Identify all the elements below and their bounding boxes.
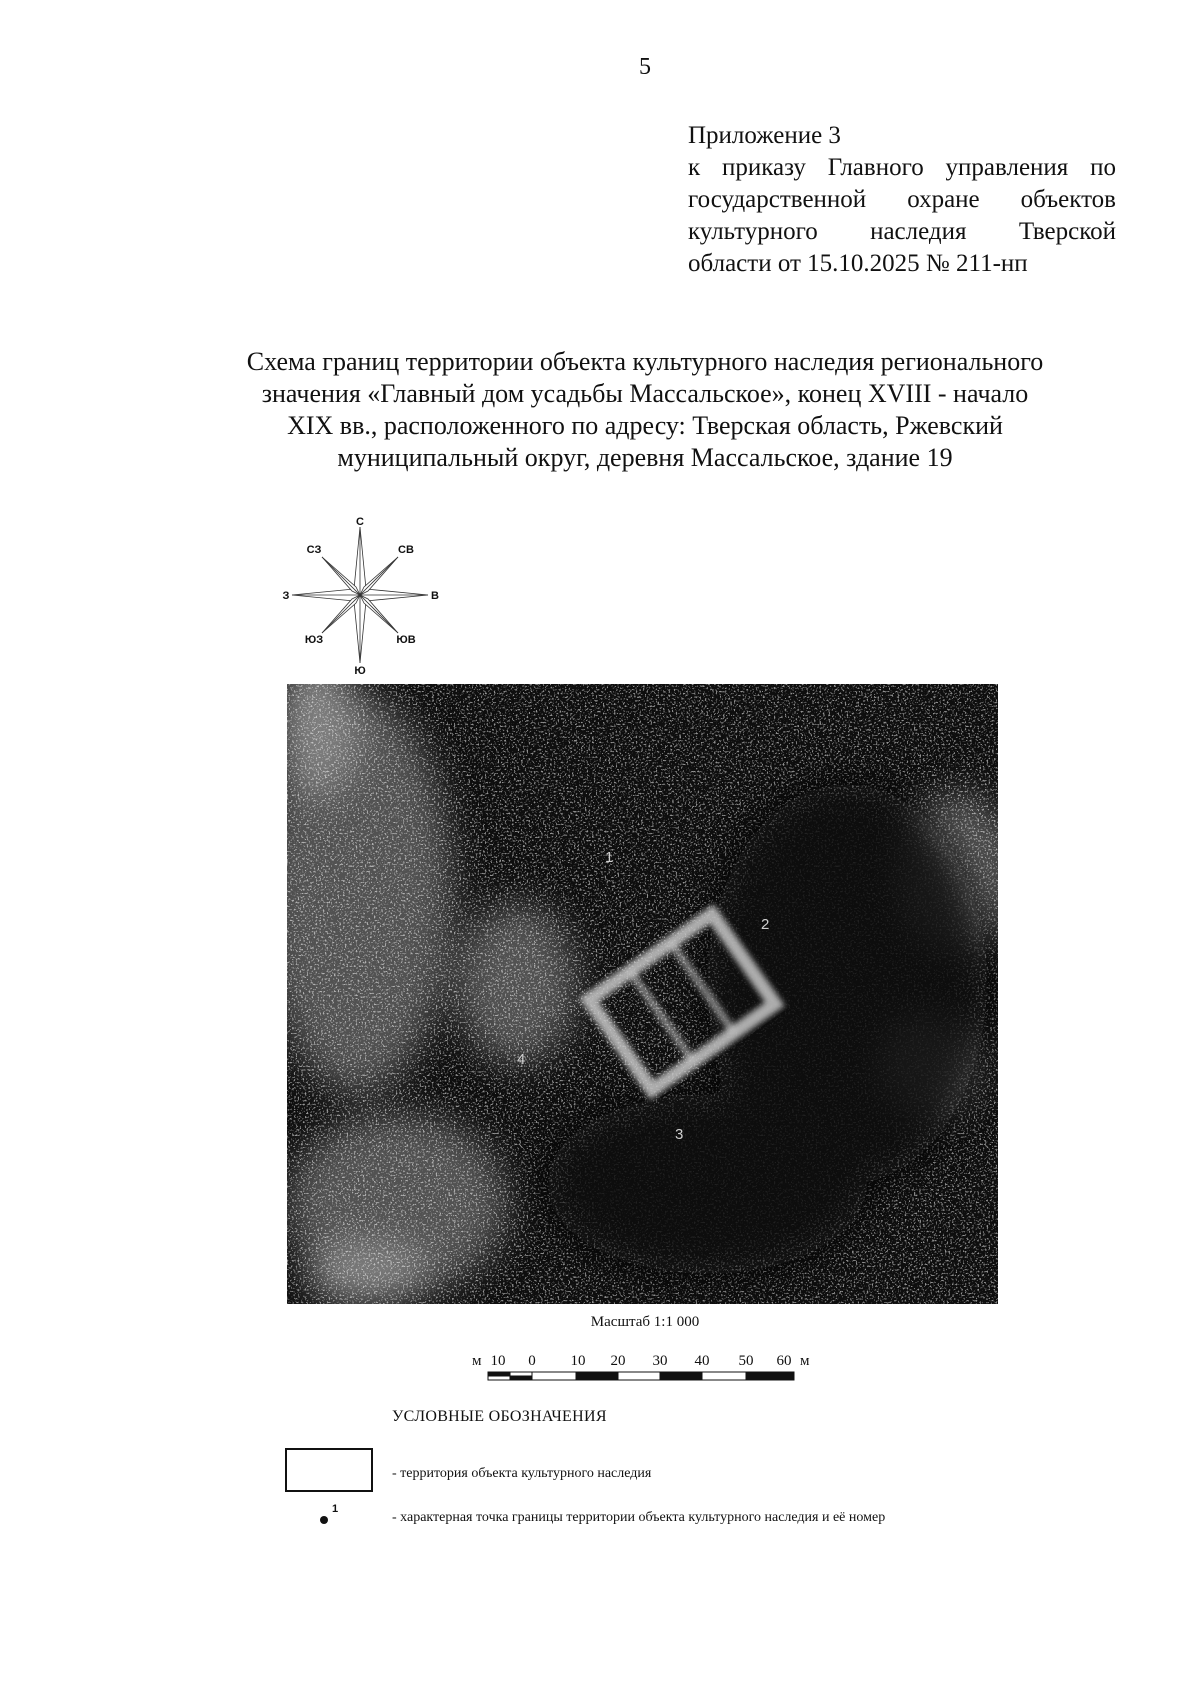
title-line: XIX вв., расположенного по адресу: Тверская область, Ржевский: [287, 411, 1003, 440]
compass-rose-icon: [280, 515, 440, 675]
scale-tick-label: 10: [570, 1353, 586, 1369]
map-point-label: 1: [605, 849, 614, 866]
legend-point-label: 1: [332, 1503, 339, 1515]
appendix-header: [688, 120, 1116, 280]
compass-w: З: [282, 590, 290, 602]
compass-s: Ю: [354, 665, 366, 675]
scale-tick-label: 0: [528, 1353, 536, 1369]
map-point-label: 2: [761, 916, 770, 933]
legend-point-icon: [306, 1500, 346, 1530]
scale-bar: [470, 1350, 820, 1392]
legend-item-territory: - территория объекта культурного наследия: [392, 1466, 652, 1481]
map-point-label: 3: [675, 1126, 684, 1143]
aerial-map: [287, 684, 998, 1304]
scale-tick-label: 60: [776, 1353, 792, 1369]
compass-ne: СВ: [398, 544, 414, 556]
legend-title: УСЛОВНЫЕ ОБОЗНАЧЕНИЯ: [392, 1408, 607, 1425]
appendix-line: государственной охране объектов: [688, 186, 1116, 213]
title-line: муниципальный округ, деревня Массальское, здание 19: [337, 443, 953, 472]
scale-tick-label: 50: [738, 1353, 754, 1369]
document-title: [180, 346, 1110, 474]
appendix-line: Приложение 3: [688, 122, 841, 149]
scale-tick-label: 40: [694, 1353, 710, 1369]
title-line: значения «Главный дом усадьбы Массальское», конец XVIII - начало: [261, 379, 1029, 408]
compass-sw: ЮЗ: [304, 634, 324, 646]
scale-unit-left: м: [472, 1353, 482, 1369]
compass-e: В: [431, 590, 439, 602]
compass-se: ЮВ: [396, 634, 416, 646]
compass-n: С: [356, 516, 364, 528]
scale-tick-label: 10: [490, 1353, 506, 1369]
scale-tick-label: 30: [652, 1353, 668, 1369]
map-point-label: 4: [517, 1051, 526, 1068]
scale-unit-right: м: [800, 1353, 810, 1369]
title-line: Схема границ территории объекта культурного наследия регионального: [246, 347, 1044, 376]
appendix-line: области от 15.10.2025 № 211-нп: [688, 250, 1028, 277]
page-number: 5: [639, 54, 651, 80]
legend-item-boundary-point: - характерная точка границы территории объекта культурного наследия и её номер: [392, 1510, 886, 1525]
scale-caption: Масштаб 1:1 000: [590, 1314, 700, 1330]
legend-territory-swatch: [285, 1448, 373, 1492]
appendix-line: культурного наследия Тверской: [688, 218, 1116, 245]
scale-tick-label: 20: [610, 1353, 626, 1369]
appendix-line: к приказу Главного управления по: [688, 154, 1116, 181]
compass-nw: СЗ: [306, 544, 322, 556]
